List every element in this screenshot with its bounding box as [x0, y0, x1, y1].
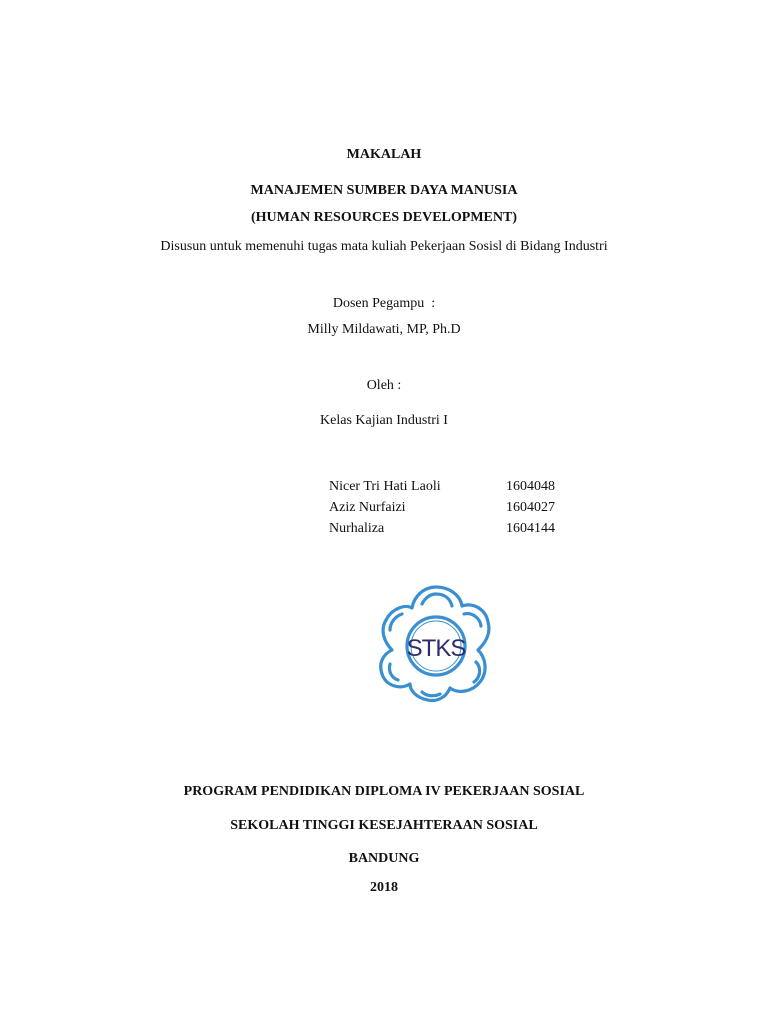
member-id: 1604048 — [506, 479, 555, 494]
college-name: SEKOLAH TINGGI KESEJAHTERAAN SOSIAL — [230, 818, 538, 833]
member-name: Aziz Nurfaizi — [329, 500, 406, 515]
logo-text: STKS — [406, 635, 466, 662]
member-row — [329, 520, 589, 541]
logo-svg — [378, 584, 494, 704]
member-id: 1604027 — [506, 500, 555, 515]
member-row — [329, 478, 589, 499]
year: 2018 — [370, 880, 398, 895]
class-name: Kelas Kajian Industri I — [320, 413, 448, 428]
member-row — [329, 499, 589, 520]
lecturer-name: Milly Mildawati, MP, Ph.D — [307, 322, 461, 337]
stks-flower-logo-icon — [378, 584, 494, 704]
purpose-statement: Disusun untuk memenuhi tugas mata kuliah Pekerjaan Sosisl di Bidang Industri — [160, 239, 608, 254]
member-name: Nurhaliza — [329, 521, 385, 536]
subtitle: (HUMAN RESOURCES DEVELOPMENT) — [250, 210, 517, 225]
city-name: BANDUNG — [348, 851, 420, 866]
document-type-title: MAKALAH — [346, 147, 422, 162]
member-name: Nicer Tri Hati Laoli — [329, 479, 441, 494]
author-label: Oleh : — [366, 378, 402, 393]
member-id: 1604144 — [506, 521, 555, 536]
program-name: PROGRAM PENDIDIKAN DIPLOMA IV PEKERJAAN SOSIAL — [183, 784, 585, 799]
member-list — [329, 478, 589, 541]
lecturer-label: Dosen Pegampu : — [332, 296, 436, 311]
main-title: MANAJEMEN SUMBER DAYA MANUSIA — [250, 183, 518, 198]
